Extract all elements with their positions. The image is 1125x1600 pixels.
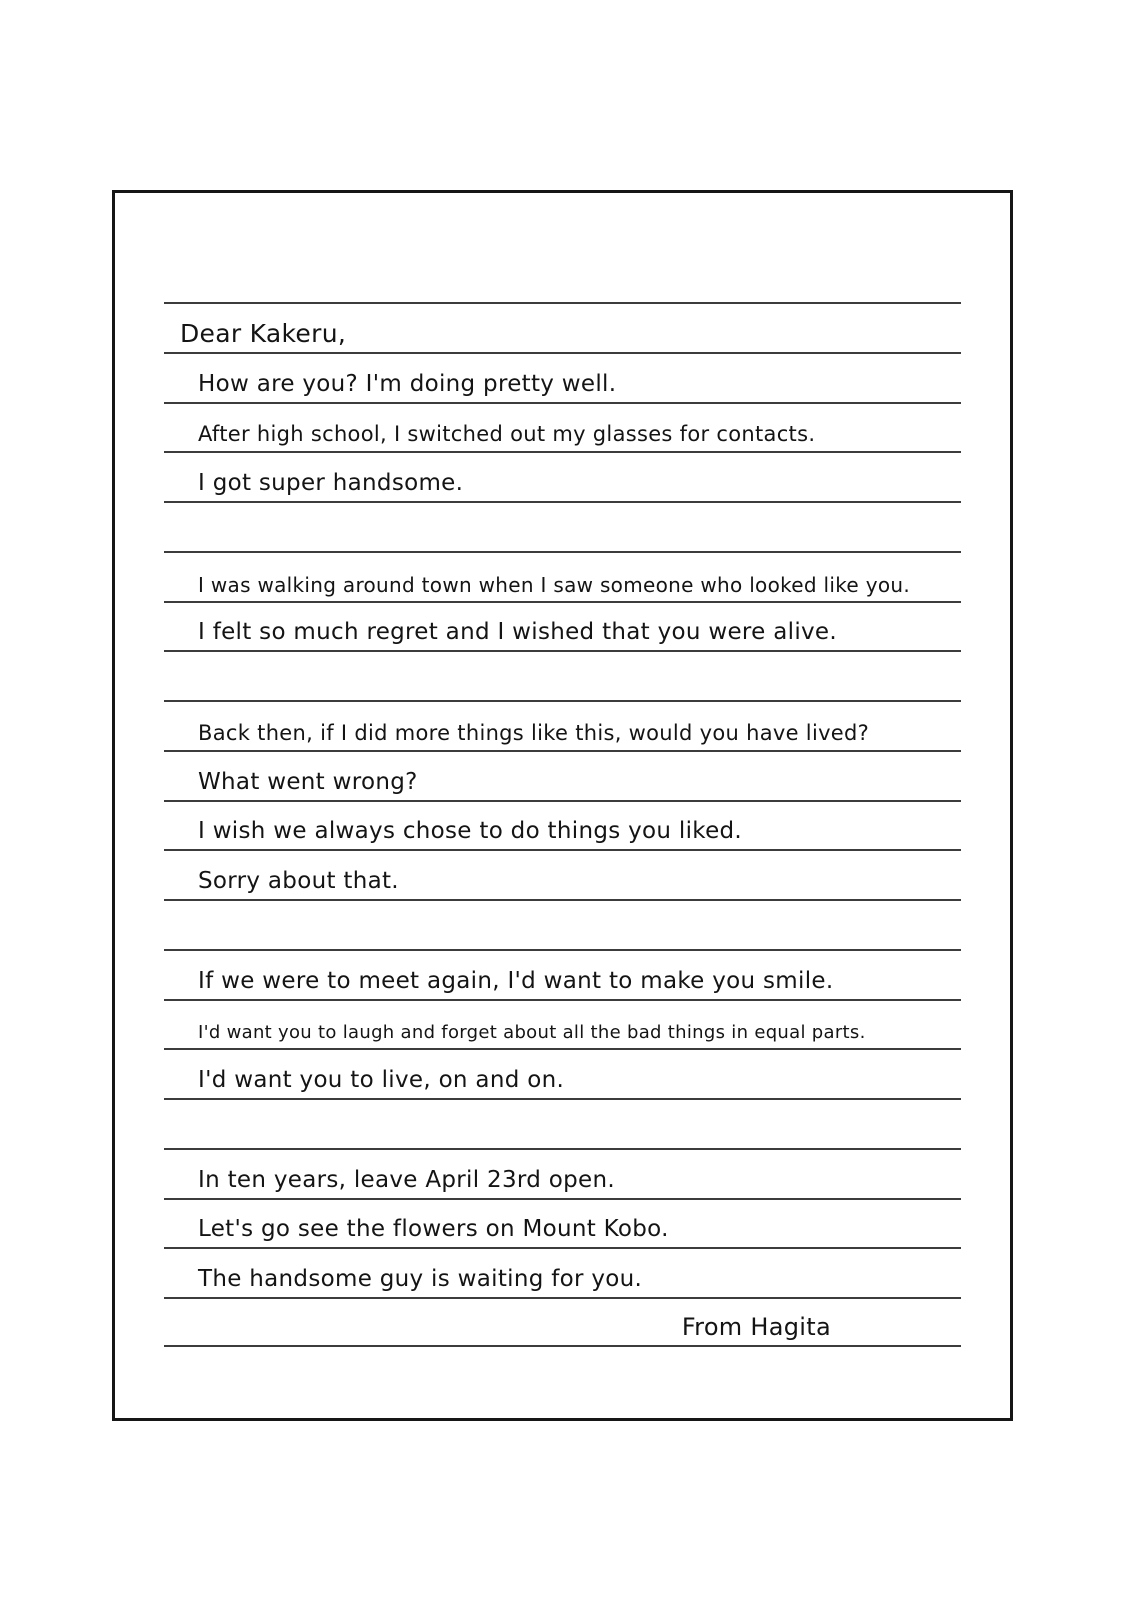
letter-line-text: What went wrong?: [198, 768, 418, 795]
letter-line-text: After high school, I switched out my glasses for contacts.: [198, 422, 816, 447]
letter-row: [164, 352, 961, 402]
letter-row: [164, 1048, 961, 1098]
letter-row: [164, 601, 961, 651]
letter-row: [164, 1148, 961, 1198]
letter-line-text: I was walking around town when I saw someone who looked like you.: [198, 572, 910, 597]
letter-line-text: The handsome guy is waiting for you.: [198, 1266, 643, 1292]
letter-row: [164, 800, 961, 850]
letter-line-text: In ten years, leave April 23rd open.: [198, 1166, 615, 1193]
letter-line-text: I got super handsome.: [198, 470, 464, 496]
letter-row: [164, 551, 961, 601]
letter-line-text: Let's go see the flowers on Mount Kobo.: [198, 1216, 669, 1243]
letter-row: [164, 999, 961, 1049]
letter-row: [164, 451, 961, 501]
letter-line-text: Sorry about that.: [198, 868, 399, 894]
letter-line-text: Dear Kakeru,: [180, 318, 347, 348]
letter-line-text: I'd want you to laugh and forget about all the bad things in equal parts.: [198, 1022, 866, 1044]
letter-line-text: Back then, if I did more things like this, would you have lived?: [198, 720, 870, 745]
letter-line-text: I wish we always chose to do things you liked.: [198, 818, 743, 845]
letter-row-blank: [164, 650, 961, 700]
letter-panel: [112, 190, 1013, 1421]
signature-text: From Hagita: [681, 1312, 831, 1341]
letter-row: [164, 750, 961, 800]
letter-row-greeting: [164, 302, 961, 352]
letter-row: [164, 1198, 961, 1248]
letter-line-text: I felt so much regret and I wished that you were alive.: [198, 619, 837, 646]
letter-row-signature: [164, 1297, 961, 1347]
letter-row: [164, 700, 961, 750]
letter-line-text: I'd want you to live, on and on.: [198, 1067, 565, 1093]
letter-line-text: How are you? I'm doing pretty well.: [198, 370, 617, 397]
letter-row: [164, 1247, 961, 1297]
letter-row: [164, 949, 961, 999]
letter-line-text: If we were to meet again, I'd want to make you smile.: [198, 967, 834, 994]
letter-row-blank: [164, 1098, 961, 1148]
letter-row: [164, 849, 961, 899]
letter-row: [164, 402, 961, 452]
ruled-paper: [164, 302, 961, 1347]
letter-row-blank: [164, 899, 961, 949]
letter-row-blank: [164, 501, 961, 551]
